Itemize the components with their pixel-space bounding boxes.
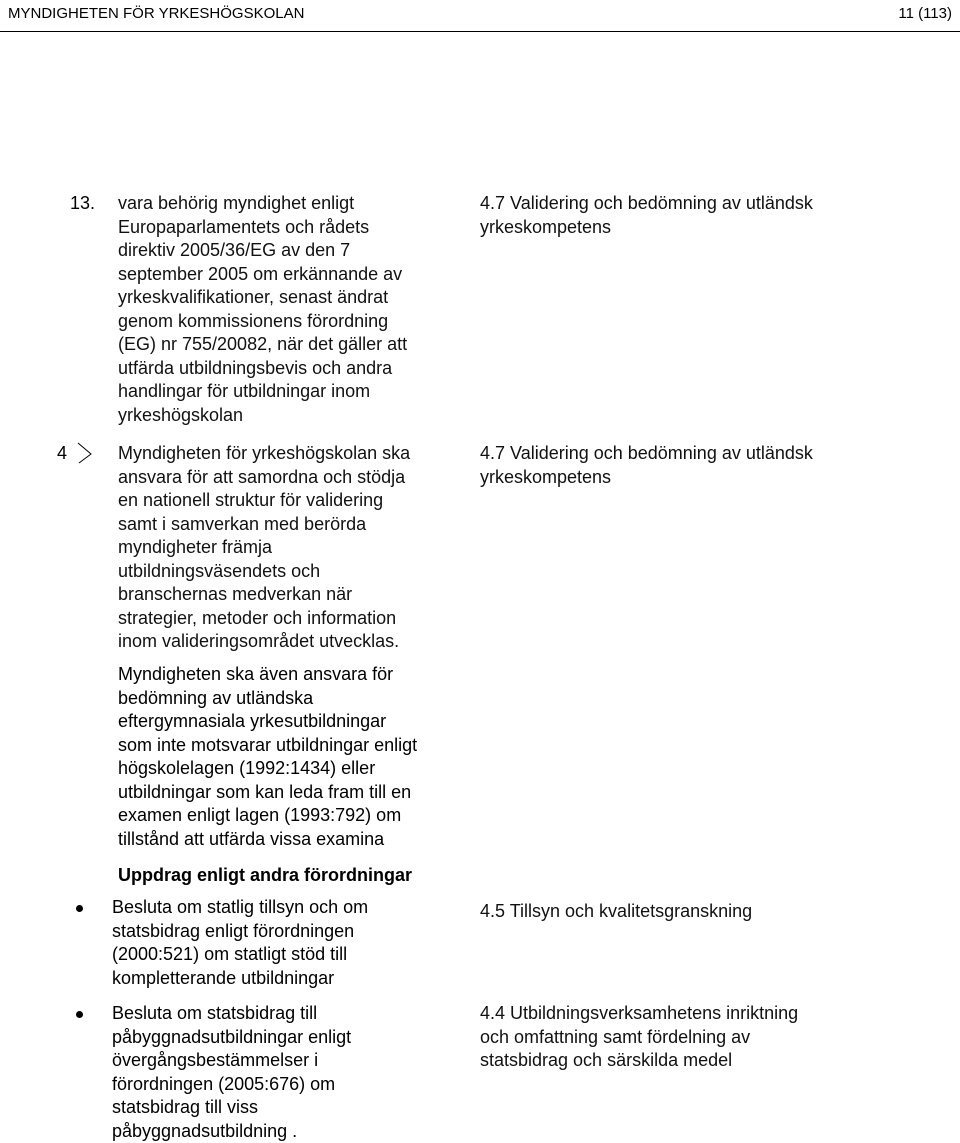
reference-line: 4.5 Tillsyn och kvalitetsgranskning [480, 900, 880, 924]
text-line: utfärda utbildningsbevis och andra [118, 357, 458, 381]
reference-line: 4.7 Validering och bedömning av utländsk [480, 192, 880, 216]
reference-line: statsbidrag och särskilda medel [480, 1049, 880, 1073]
section-heading: Uppdrag enligt andra förordningar [118, 864, 412, 887]
bullet-reference [480, 1002, 880, 1073]
text-line: yrkeshögskolan [118, 404, 458, 428]
text-line: Besluta om statsbidrag till [112, 1002, 432, 1026]
text-line: utbildningsväsendets och [118, 560, 458, 584]
text-line: Myndigheten ska även ansvara för [118, 663, 463, 687]
text-line: handlingar för utbildningar inom [118, 380, 458, 404]
header-title: MYNDIGHETEN FÖR YRKESHÖGSKOLAN [8, 4, 304, 24]
text-line: myndigheter främja [118, 536, 458, 560]
text-line: statsbidrag till viss [112, 1096, 432, 1120]
text-line: samt i samverkan med berörda [118, 513, 458, 537]
reference-line: 4.7 Validering och bedömning av utländsk [480, 442, 880, 466]
text-line: förordningen (2005:676) om [112, 1073, 432, 1097]
text-line: genom kommissionens förordning [118, 310, 458, 334]
bullet-item-text [112, 1002, 432, 1143]
text-line: tillstånd att utfärda vissa examina [118, 828, 463, 852]
text-line: utbildningar som kan leda fram till en [118, 781, 463, 805]
text-line: påbyggnadsutbildning . [112, 1120, 432, 1143]
text-line: yrkeskvalifikationer, senast ändrat [118, 286, 458, 310]
text-line: Myndigheten för yrkeshögskolan ska [118, 442, 458, 466]
item-4-text [118, 442, 458, 654]
text-line: vara behörig myndighet enligt [118, 192, 458, 216]
item-4-number: 4 [57, 442, 67, 466]
reference-line: 4.4 Utbildningsverksamhetens inriktning [480, 1002, 880, 1026]
text-line: kompletterande utbildningar [112, 967, 432, 991]
item-13-reference [480, 192, 880, 239]
item-13-number: 13. [70, 192, 95, 216]
text-line: statsbidrag enligt förordningen [112, 920, 432, 944]
bullet-item-text [112, 896, 432, 990]
text-line: högskolelagen (1992:1434) eller [118, 757, 463, 781]
text-line: som inte motsvarar utbildningar enligt [118, 734, 463, 758]
text-line: en nationell struktur för validering [118, 489, 458, 513]
item-4-paragraph-2 [118, 663, 463, 851]
text-line: (EG) nr 755/20082, när det gäller att [118, 333, 458, 357]
text-line: påbyggnadsutbildningar enligt [112, 1026, 432, 1050]
text-line: bedömning av utländska [118, 687, 463, 711]
reference-line: yrkeskompetens [480, 216, 880, 240]
item-4-reference [480, 442, 880, 489]
text-line: direktiv 2005/36/EG av den 7 [118, 239, 458, 263]
text-line: ansvara för att samordna och stödja [118, 466, 458, 490]
text-line: Europaparlamentets och rådets [118, 216, 458, 240]
item-13-text [118, 192, 458, 427]
text-line: branschernas medverkan när [118, 583, 458, 607]
text-line: strategier, metoder och information [118, 607, 458, 631]
bracket-icon [76, 441, 94, 465]
page-number: 11 (113) [898, 4, 952, 24]
reference-line: och omfattning samt fördelning av [480, 1026, 880, 1050]
reference-line: yrkeskompetens [480, 466, 880, 490]
text-line: examen enligt lagen (1993:792) om [118, 804, 463, 828]
text-line: eftergymnasiala yrkesutbildningar [118, 710, 463, 734]
text-line: (2000:521) om statligt stöd till [112, 943, 432, 967]
bullet-icon [76, 905, 83, 912]
text-line: inom valideringsområdet utvecklas. [118, 630, 458, 654]
header-divider [0, 31, 960, 32]
text-line: Besluta om statlig tillsyn och om [112, 896, 432, 920]
bullet-reference [480, 900, 880, 924]
bullet-icon [76, 1011, 83, 1018]
text-line: september 2005 om erkännande av [118, 263, 458, 287]
text-line: övergångsbestämmelser i [112, 1049, 432, 1073]
